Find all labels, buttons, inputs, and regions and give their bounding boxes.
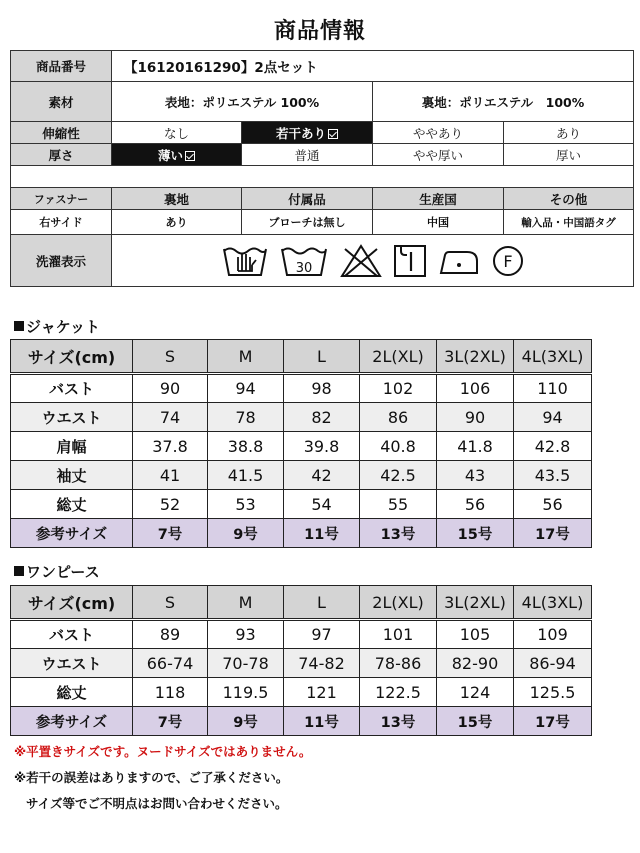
stretch-label: 伸縮性 xyxy=(11,122,112,144)
hand-wash-icon xyxy=(221,243,269,279)
thickness-option: やや厚い xyxy=(373,144,504,166)
spacer-row xyxy=(11,166,634,188)
product-no-label: 商品番号 xyxy=(11,51,112,82)
stretch-option: なし xyxy=(112,122,242,144)
details-value: 輸入品・中国語タグ xyxy=(504,210,634,235)
table-header-cell: 4L(3XL) xyxy=(514,340,592,374)
reference-size-row: 参考サイズ 7号 9号 11号 13号 15号 17号 xyxy=(11,519,592,548)
table-header-row xyxy=(11,340,592,374)
details-header: ファスナー xyxy=(11,188,112,210)
details-header: 付属品 xyxy=(242,188,373,210)
table-header-cell: S xyxy=(133,586,208,620)
wash-30-icon xyxy=(279,243,329,279)
material-outer: 表地：ポリエステル 100% xyxy=(112,82,373,122)
stretch-option-selected: 若干あり xyxy=(242,122,373,144)
table-row: バスト 90 94 98 102 106 110 xyxy=(11,374,592,403)
table-header-cell: 4L(3XL) xyxy=(514,586,592,620)
table-header-cell: 2L(XL) xyxy=(360,340,437,374)
details-header: 生産国 xyxy=(373,188,504,210)
jacket-section-title: ジャケット xyxy=(14,316,100,337)
product-no-value: 【16120161290】2点セット xyxy=(112,51,634,82)
no-bleach-icon xyxy=(339,243,383,279)
table-header-cell: M xyxy=(208,340,284,374)
note-flat-measure: ※平置きサイズです。ヌードサイズではありません。 xyxy=(14,744,312,759)
table-row: バスト 89 93 97 101 105 109 xyxy=(11,620,592,649)
svg-text:F: F xyxy=(502,251,513,271)
table-row: 袖丈 41 41.5 42 42.5 43 43.5 xyxy=(11,461,592,490)
details-value: 右サイド xyxy=(11,210,112,235)
table-header-row xyxy=(11,586,592,620)
stretch-option: あり xyxy=(504,122,634,144)
iron-low-icon xyxy=(437,243,481,279)
table-header-cell: サイズ(cm) xyxy=(11,586,133,620)
dry-flat-icon xyxy=(393,243,427,279)
details-header: 裏地 xyxy=(112,188,242,210)
details-header: その他 xyxy=(504,188,634,210)
table-header-cell: サイズ(cm) xyxy=(11,340,133,374)
care-label: 洗濯表示 xyxy=(11,235,112,287)
stretch-option: ややあり xyxy=(373,122,504,144)
care-symbols xyxy=(112,235,634,287)
table-header-cell: M xyxy=(208,586,284,620)
onepiece-size-table xyxy=(10,585,592,736)
details-value: 中国 xyxy=(373,210,504,235)
onepiece-section-title: ワンピース xyxy=(14,561,100,582)
table-header-cell: L xyxy=(284,586,360,620)
note-contact: サイズ等でご不明点はお問い合わせください。 xyxy=(26,796,288,811)
table-header-cell: 3L(2XL) xyxy=(437,340,514,374)
table-row: 総丈 52 53 54 55 56 56 xyxy=(11,490,592,519)
table-header-cell: 2L(XL) xyxy=(360,586,437,620)
page-title: 商品情報 xyxy=(273,19,366,44)
table-header-cell: S xyxy=(133,340,208,374)
reference-size-row: 参考サイズ 7号 9号 11号 13号 15号 17号 xyxy=(11,707,592,736)
product-info-table xyxy=(10,50,634,287)
checkbox-icon xyxy=(185,151,195,161)
details-value: ブローチは無し xyxy=(242,210,373,235)
checkbox-icon xyxy=(328,129,338,139)
thickness-label: 厚さ xyxy=(11,144,112,166)
table-row: ウエスト 66-74 70-78 74-82 78-86 82-90 86-94 xyxy=(11,649,592,678)
jacket-size-table xyxy=(10,339,592,548)
thickness-option: 厚い xyxy=(504,144,634,166)
material-lining: 裏地：ポリエステル 100% xyxy=(373,82,634,122)
table-header-cell: 3L(2XL) xyxy=(437,586,514,620)
material-label: 素材 xyxy=(11,82,112,122)
thickness-option: 普通 xyxy=(242,144,373,166)
table-row: 肩幅 37.8 38.8 39.8 40.8 41.8 42.8 xyxy=(11,432,592,461)
table-row: 総丈 118 119.5 121 122.5 124 125.5 xyxy=(11,678,592,707)
dry-clean-f-icon xyxy=(491,243,525,279)
thickness-option-selected: 薄い xyxy=(112,144,242,166)
note-tolerance: ※若干の誤差はありますので、ご了承ください。 xyxy=(14,770,289,785)
svg-text:30: 30 xyxy=(295,260,312,276)
details-value: あり xyxy=(112,210,242,235)
table-header-cell: L xyxy=(284,340,360,374)
table-row: ウエスト 74 78 82 86 90 94 xyxy=(11,403,592,432)
